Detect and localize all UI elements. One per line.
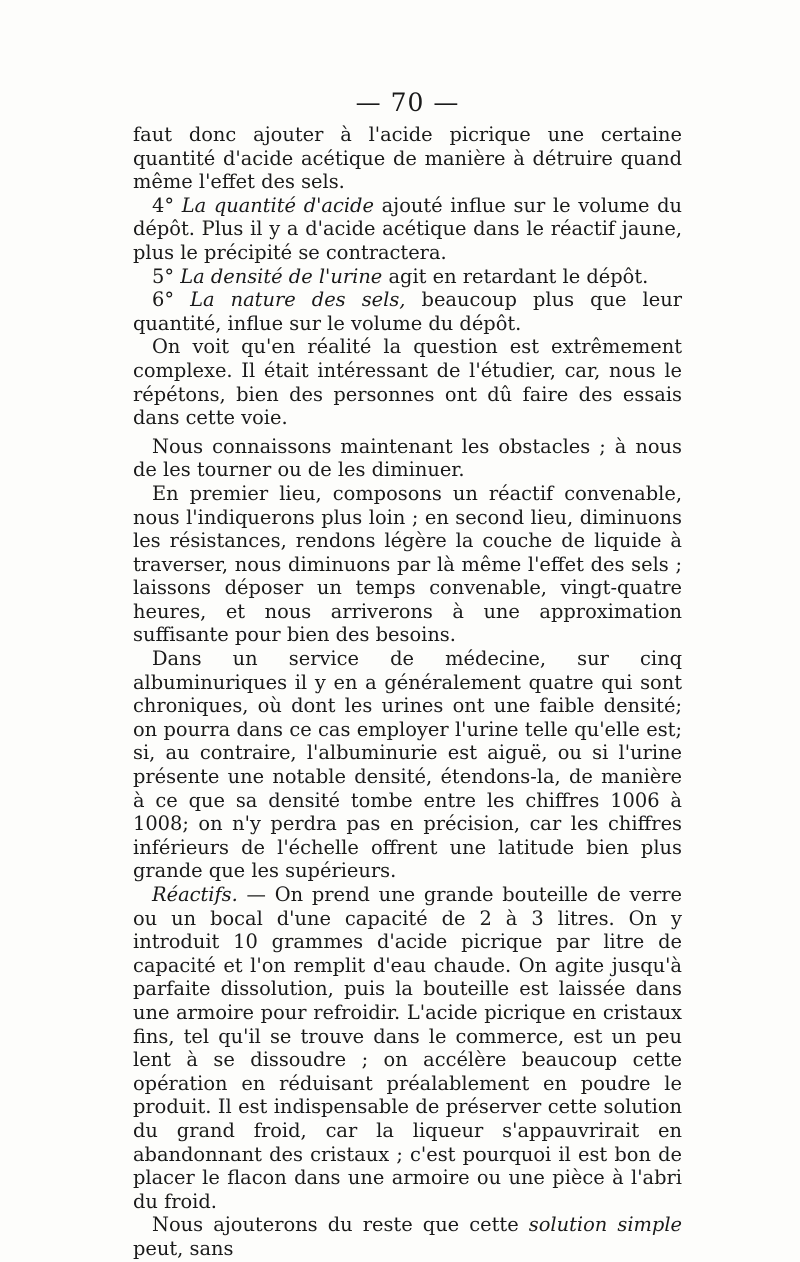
item-text: ajouté influe sur le volume du dépôt. Plus il y a d'acide acétique dans le réactif jaune, plus le précipité se contractera. [133,193,682,264]
paragraph-last [133,1213,682,1260]
body-text [133,123,682,1261]
item-title: La quantité d'acide [181,193,374,217]
text-run: peut, sans [133,1236,234,1260]
item-number: 6° [152,288,175,312]
section-text: — On prend une grande bouteille de verre ou un bocal d'une capacité de 2 à 3 litres. On y introduit 10 grammes d'acide picrique par litre de capacité et l'on remplit d'eau chaude. On agite jusqu'à parfaite dissolution, puis la bouteille est laissée dans une armoire pour refroidir. L'acide picrique en cristaux fins, tel qu'il se trouve dans le commerce, est un peu lent à se dissoudre ; on accélère beaucoup cette opération en réduisant préalablement en poudre le produit. Il est indispensable de préserver cette solution du grand froid, car la liqueur s'appauvrirait en abandonnant des cristaux ; c'est pourquoi il est bon de placer le flacon dans une armoire ou une pièce à l'abri du froid. [133,883,682,1213]
paragraph-service: Dans un service de médecine, sur cinq albuminuriques il y en a généralement quatre qui sont chroniques, où dont les urines ont une faible densité; on pourra dans ce cas employer l'urine telle qu'elle est; si, au contraire, l'albuminurie est aiguë, ou si l'urine présente une notable densité, étendons-la, de manière à ce que sa densité tombe entre les chiffres 1006 à 1008; on n'y perdra pas en précision, car les chiffres inférieurs de l'échelle offrent une latitude bien plus grande que les supérieurs. [133,647,682,883]
emphasis: solution simple [528,1213,683,1237]
item-number: 5° [152,264,175,288]
text-run: Nous ajouterons du reste que cette [152,1213,519,1237]
paragraph-premier: En premier lieu, composons un réactif convenable, nous l'indiquerons plus loin ; en second lieu, diminuons les résistances, rendons légère la couche de liquide à traverser, nous diminuons par là même l'effet des sels ; laissons déposer un temps convenable, vingt-quatre heures, et nous arriverons à une approximation suffisante pour bien des besoins. [133,481,682,647]
list-item-4 [133,194,682,265]
page-number: — 70 — [355,88,460,117]
item-title: La nature des sels, [190,288,406,312]
paragraph-complex: On voit qu'en réalité la question est extrêmement complexe. Il était intéressant de l'étudier, car, nous le répétons, bien des personnes ont dû faire des essais dans cette voie. [133,335,682,430]
item-text: beaucoup plus que leur quantité, influe sur le volume du dépôt. [133,288,682,335]
paragraph-reactifs [133,883,682,1213]
paragraph-continuation: faut donc ajouter à l'acide picrique une certaine quantité d'acide acétique de manière à détruire quand même l'effet des sels. [133,123,682,194]
item-number: 4° [152,193,175,217]
list-item-5 [133,265,682,289]
paragraph-obstacles: Nous connaissons maintenant les obstacles ; à nous de les tourner ou de les diminuer. [133,434,682,482]
item-title: La densité de l'urine [180,264,383,288]
item-text: agit en retardant le dépôt. [388,264,649,288]
list-item-6 [133,288,682,335]
section-title: Réactifs. [152,883,238,906]
